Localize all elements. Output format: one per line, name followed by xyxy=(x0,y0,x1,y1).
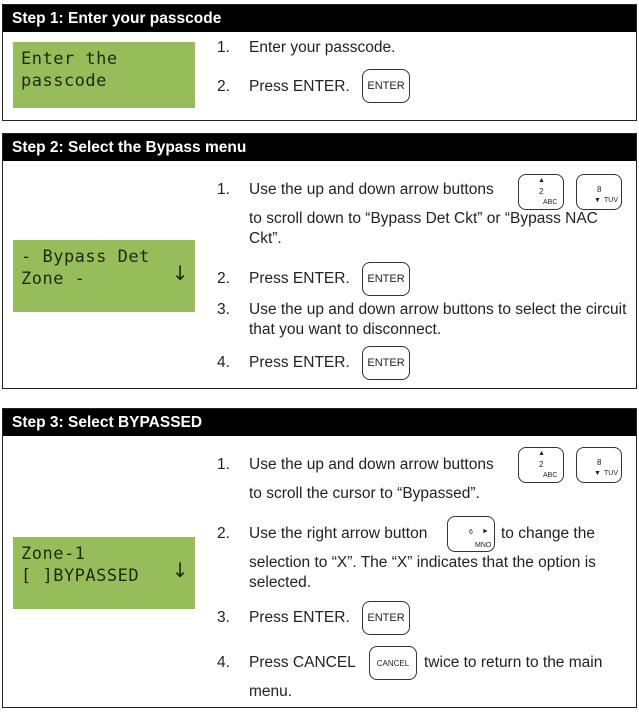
step-text: selection to “X”. The “X” indicates that the option is selected. xyxy=(249,554,596,591)
up-arrow-icon: ▲ xyxy=(538,177,545,184)
enter-key: ENTER xyxy=(362,262,410,296)
instruction-item xyxy=(217,455,637,505)
lcd-line-1: Zone-1 xyxy=(21,544,86,564)
step-text: Press ENTER. xyxy=(249,609,350,626)
instruction-item xyxy=(217,524,637,594)
down-arrow-key xyxy=(576,447,622,483)
up-arrow-icon: ▲ xyxy=(538,450,545,457)
step-number: 4. xyxy=(217,354,230,371)
step-text: menu. xyxy=(249,683,293,700)
step-text: to scroll down to “Bypass Det Ckt” or “Bypass NAC Ckt”. xyxy=(249,210,598,247)
key-letters: TUV xyxy=(604,470,618,477)
step-text: to change the xyxy=(501,525,595,542)
step3-title: Step 3: Select BYPASSED xyxy=(3,409,636,436)
lcd-line-1: - Bypass Det xyxy=(21,247,150,267)
step-text: twice to return to the main xyxy=(424,654,603,671)
step1-title: Step 1: Enter your passcode xyxy=(3,5,636,32)
step-number: 2. xyxy=(217,270,230,287)
step-text: Press ENTER. xyxy=(249,354,350,371)
step-number: 3. xyxy=(217,301,230,318)
right-arrow-key xyxy=(447,516,495,552)
lcd-line-2: [ ]BYPASSED xyxy=(21,566,140,586)
step-number: 2. xyxy=(217,525,230,542)
up-arrow-key xyxy=(518,447,564,483)
lcd-display xyxy=(13,537,195,609)
step-number: 1. xyxy=(217,181,230,198)
scroll-down-arrow-icon: ↓ xyxy=(171,558,189,582)
step1-section xyxy=(2,4,637,121)
scroll-down-arrow-icon: ↓ xyxy=(171,261,189,285)
step-number: 3. xyxy=(217,609,230,626)
lcd-line-2: passcode xyxy=(21,71,107,91)
lcd-display xyxy=(13,42,195,108)
step-number: 4. xyxy=(217,654,230,671)
step-text: Press ENTER. xyxy=(249,78,350,95)
instruction-item xyxy=(217,180,637,250)
step-text: Use the up and down arrow buttons xyxy=(249,456,494,473)
up-arrow-key xyxy=(518,174,564,210)
step-number: 2. xyxy=(217,78,230,95)
lcd-line-1: Enter the xyxy=(21,49,118,69)
key-digit: 8 xyxy=(597,458,602,467)
enter-key: ENTER xyxy=(362,601,410,635)
step-text: Press ENTER. xyxy=(249,270,350,287)
enter-key: ENTER xyxy=(362,69,410,103)
key-digit: 2 xyxy=(539,460,544,469)
cancel-key: CANCEL xyxy=(369,646,417,680)
down-arrow-key xyxy=(576,174,622,210)
lcd-display xyxy=(13,240,195,312)
down-arrow-icon: ▼ xyxy=(594,470,601,477)
key-digit: 2 xyxy=(539,187,544,196)
key-letters: TUV xyxy=(604,197,618,204)
step-text: Use the up and down arrow buttons xyxy=(249,181,494,198)
key-letters: MNO xyxy=(475,542,492,549)
instruction-item xyxy=(217,300,637,344)
step-text: Press CANCEL xyxy=(249,654,356,671)
instruction-item xyxy=(217,653,637,703)
step-text: Use the up and down arrow buttons to select the circuit that you want to disconnect. xyxy=(249,301,627,338)
key-digit: 6 xyxy=(469,529,473,536)
lcd-line-2: Zone - xyxy=(21,269,86,289)
key-letters: ABC xyxy=(543,472,558,479)
step-text: Use the right arrow button xyxy=(249,525,428,542)
step-number: 1. xyxy=(217,456,230,473)
down-arrow-icon: ▼ xyxy=(594,197,601,204)
step2-title: Step 2: Select the Bypass menu xyxy=(3,134,636,161)
step3-section xyxy=(2,408,637,708)
key-letters: ABC xyxy=(543,199,558,206)
key-digit: 8 xyxy=(597,185,602,194)
step-text: to scroll the cursor to “Bypassed”. xyxy=(249,485,480,502)
right-arrow-icon: ► xyxy=(482,528,489,535)
step-number: 1. xyxy=(217,39,230,56)
step2-section xyxy=(2,133,637,389)
enter-key: ENTER xyxy=(362,346,410,380)
step-text: Enter your passcode. xyxy=(249,39,396,56)
